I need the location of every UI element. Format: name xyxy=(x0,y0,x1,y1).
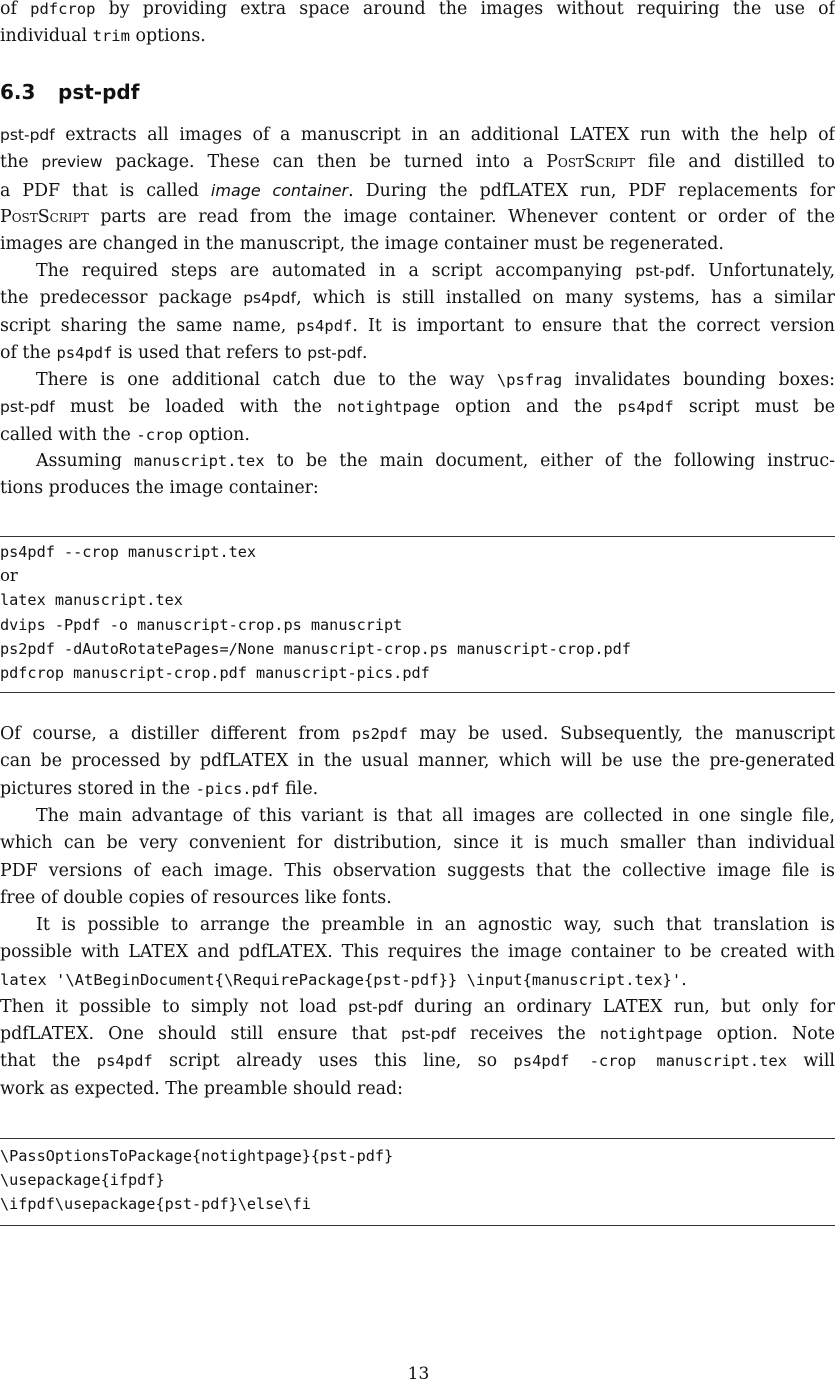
code: ps4pdf xyxy=(617,398,674,417)
paragraph-4: Assuming manuscript.tex to be the main document, either of the following instruc- tions produces the image container: xyxy=(0,451,835,499)
code: ps4pdf -crop manuscript.tex xyxy=(513,1052,788,1071)
intro-paragraph xyxy=(0,0,835,51)
package-name: pst-pdf xyxy=(0,398,55,417)
text: individual xyxy=(0,26,93,47)
code-rule-top xyxy=(0,1138,835,1139)
code: -pics.pdf xyxy=(195,779,280,798)
code: notightpage xyxy=(599,1025,703,1044)
code: latex '\AtBeginDocument{\RequirePackage{pst-pdf}} \input{manuscript.tex}' xyxy=(0,970,682,989)
package-name: pst-pdf xyxy=(307,343,362,362)
code-line: ps2pdf -dAutoRotatePages=/None manuscript-crop.ps manuscript-crop.pdf xyxy=(0,639,631,658)
paragraph-3: There is one additional catch due to the way \psfrag invalidates bounding boxes: pst-pdf must be loaded with the notightpage option and the ps4pdf script must be called with the -crop option. xyxy=(0,370,835,445)
code-separator: or xyxy=(0,566,18,586)
emphasis: image container xyxy=(210,180,349,200)
code: ps4pdf xyxy=(56,343,113,362)
section-title: pst-pdf xyxy=(58,80,140,104)
paragraph-1: pst-pdf extracts all images of a manuscript in an additional LATEX run with the help of the preview package. These can then be turned into a PostScript file and distilled to a PDF that is called image container. During the pdfLATEX run, PDF replacements for PostScript parts are read from the image container. Whenever content or order of the images are changed in the manuscript, the image container must be regenerated. xyxy=(0,125,835,255)
paragraph-6: The main advantage of this variant is that all images are collected in one single file, which can be very convenient for distribution, since it is much smaller than individual PDF versions of each image. This observation suggests that the collective image file is free of double copies of resources like fonts. xyxy=(0,806,835,908)
code-pdfcrop: pdfcrop xyxy=(30,0,96,18)
code-line: \usepackage{ifpdf} xyxy=(0,1171,165,1190)
code-line: dvips -Ppdf -o manuscript-crop.ps manuscript xyxy=(0,615,403,634)
section-heading xyxy=(0,80,139,104)
text: options. xyxy=(129,26,206,47)
code-rule-bottom xyxy=(0,1225,835,1226)
code-block-2 xyxy=(0,1144,835,1217)
code-line: latex manuscript.tex xyxy=(0,591,183,610)
code-rule-top xyxy=(0,536,835,537)
code-line: pdfcrop manuscript-crop.pdf manuscript-pics.pdf xyxy=(0,664,430,683)
code: ps4pdf xyxy=(296,316,353,335)
package-name: pst-pdf xyxy=(635,262,690,280)
paragraph-5: Of course, a distiller different from ps2pdf may be used. Subsequently, the manuscript can be processed by pdfLATEX in the usual manner, which will be use the pre-generated pictures stored in the -pics.pdf file. xyxy=(0,724,835,799)
code: notightpage xyxy=(337,398,440,417)
text: of xyxy=(0,0,31,19)
code: \psfrag xyxy=(496,371,563,389)
package-name: pst-pdf xyxy=(401,1025,456,1044)
code-line: \PassOptionsToPackage{notightpage}{pst-pdf} xyxy=(0,1147,394,1165)
paragraph-7: It is possible to arrange the preamble in an agnostic way, such that translation is possible with LATEX and pdfLATEX. This requires the image container to be created with latex '\AtBeginDocument{\RequirePackage{pst-pdf}} \input{manuscript.tex}'. Then it possible to simply not load pst-pdf during an ordinary LATEX run, but only for pdfLATEX. One should still ensure that pst-pdf receives the notightpage option. Note that the ps4pdf script already uses this line, so ps4pdf -crop manuscript.tex will work as expected. The preamble should read: xyxy=(0,915,835,1099)
code: manuscript.tex xyxy=(133,452,265,470)
package-name: pst-pdf xyxy=(0,126,55,144)
code: ps2pdf xyxy=(351,725,408,743)
code-block-1 xyxy=(0,540,835,685)
text: by providing extra space around the images without requiring the use of xyxy=(95,0,835,19)
code-line: \ifpdf\usepackage{pst-pdf}\else\fi xyxy=(0,1195,311,1214)
package-name: preview xyxy=(41,153,103,172)
section-number: 6.3 xyxy=(0,80,36,104)
code: ps4pdf xyxy=(96,1052,153,1071)
package-name: ps4pdf xyxy=(243,289,297,308)
code-line: ps4pdf --crop manuscript.tex xyxy=(0,543,257,561)
code-rule-bottom xyxy=(0,692,835,693)
code: -crop xyxy=(136,425,184,444)
code-trim: trim xyxy=(92,27,130,46)
page-number: 13 xyxy=(407,1364,430,1384)
paragraph-2: The required steps are automated in a script accompanying pst-pdf. Unfortunately, the predecessor package ps4pdf, which is still installed on many systems, has a similar script sharing the same name, ps4pdf. It is important to ensure that the correct version of the ps4pdf is used that refers to pst-pdf. xyxy=(0,261,835,363)
package-name: pst-pdf xyxy=(348,997,403,1016)
